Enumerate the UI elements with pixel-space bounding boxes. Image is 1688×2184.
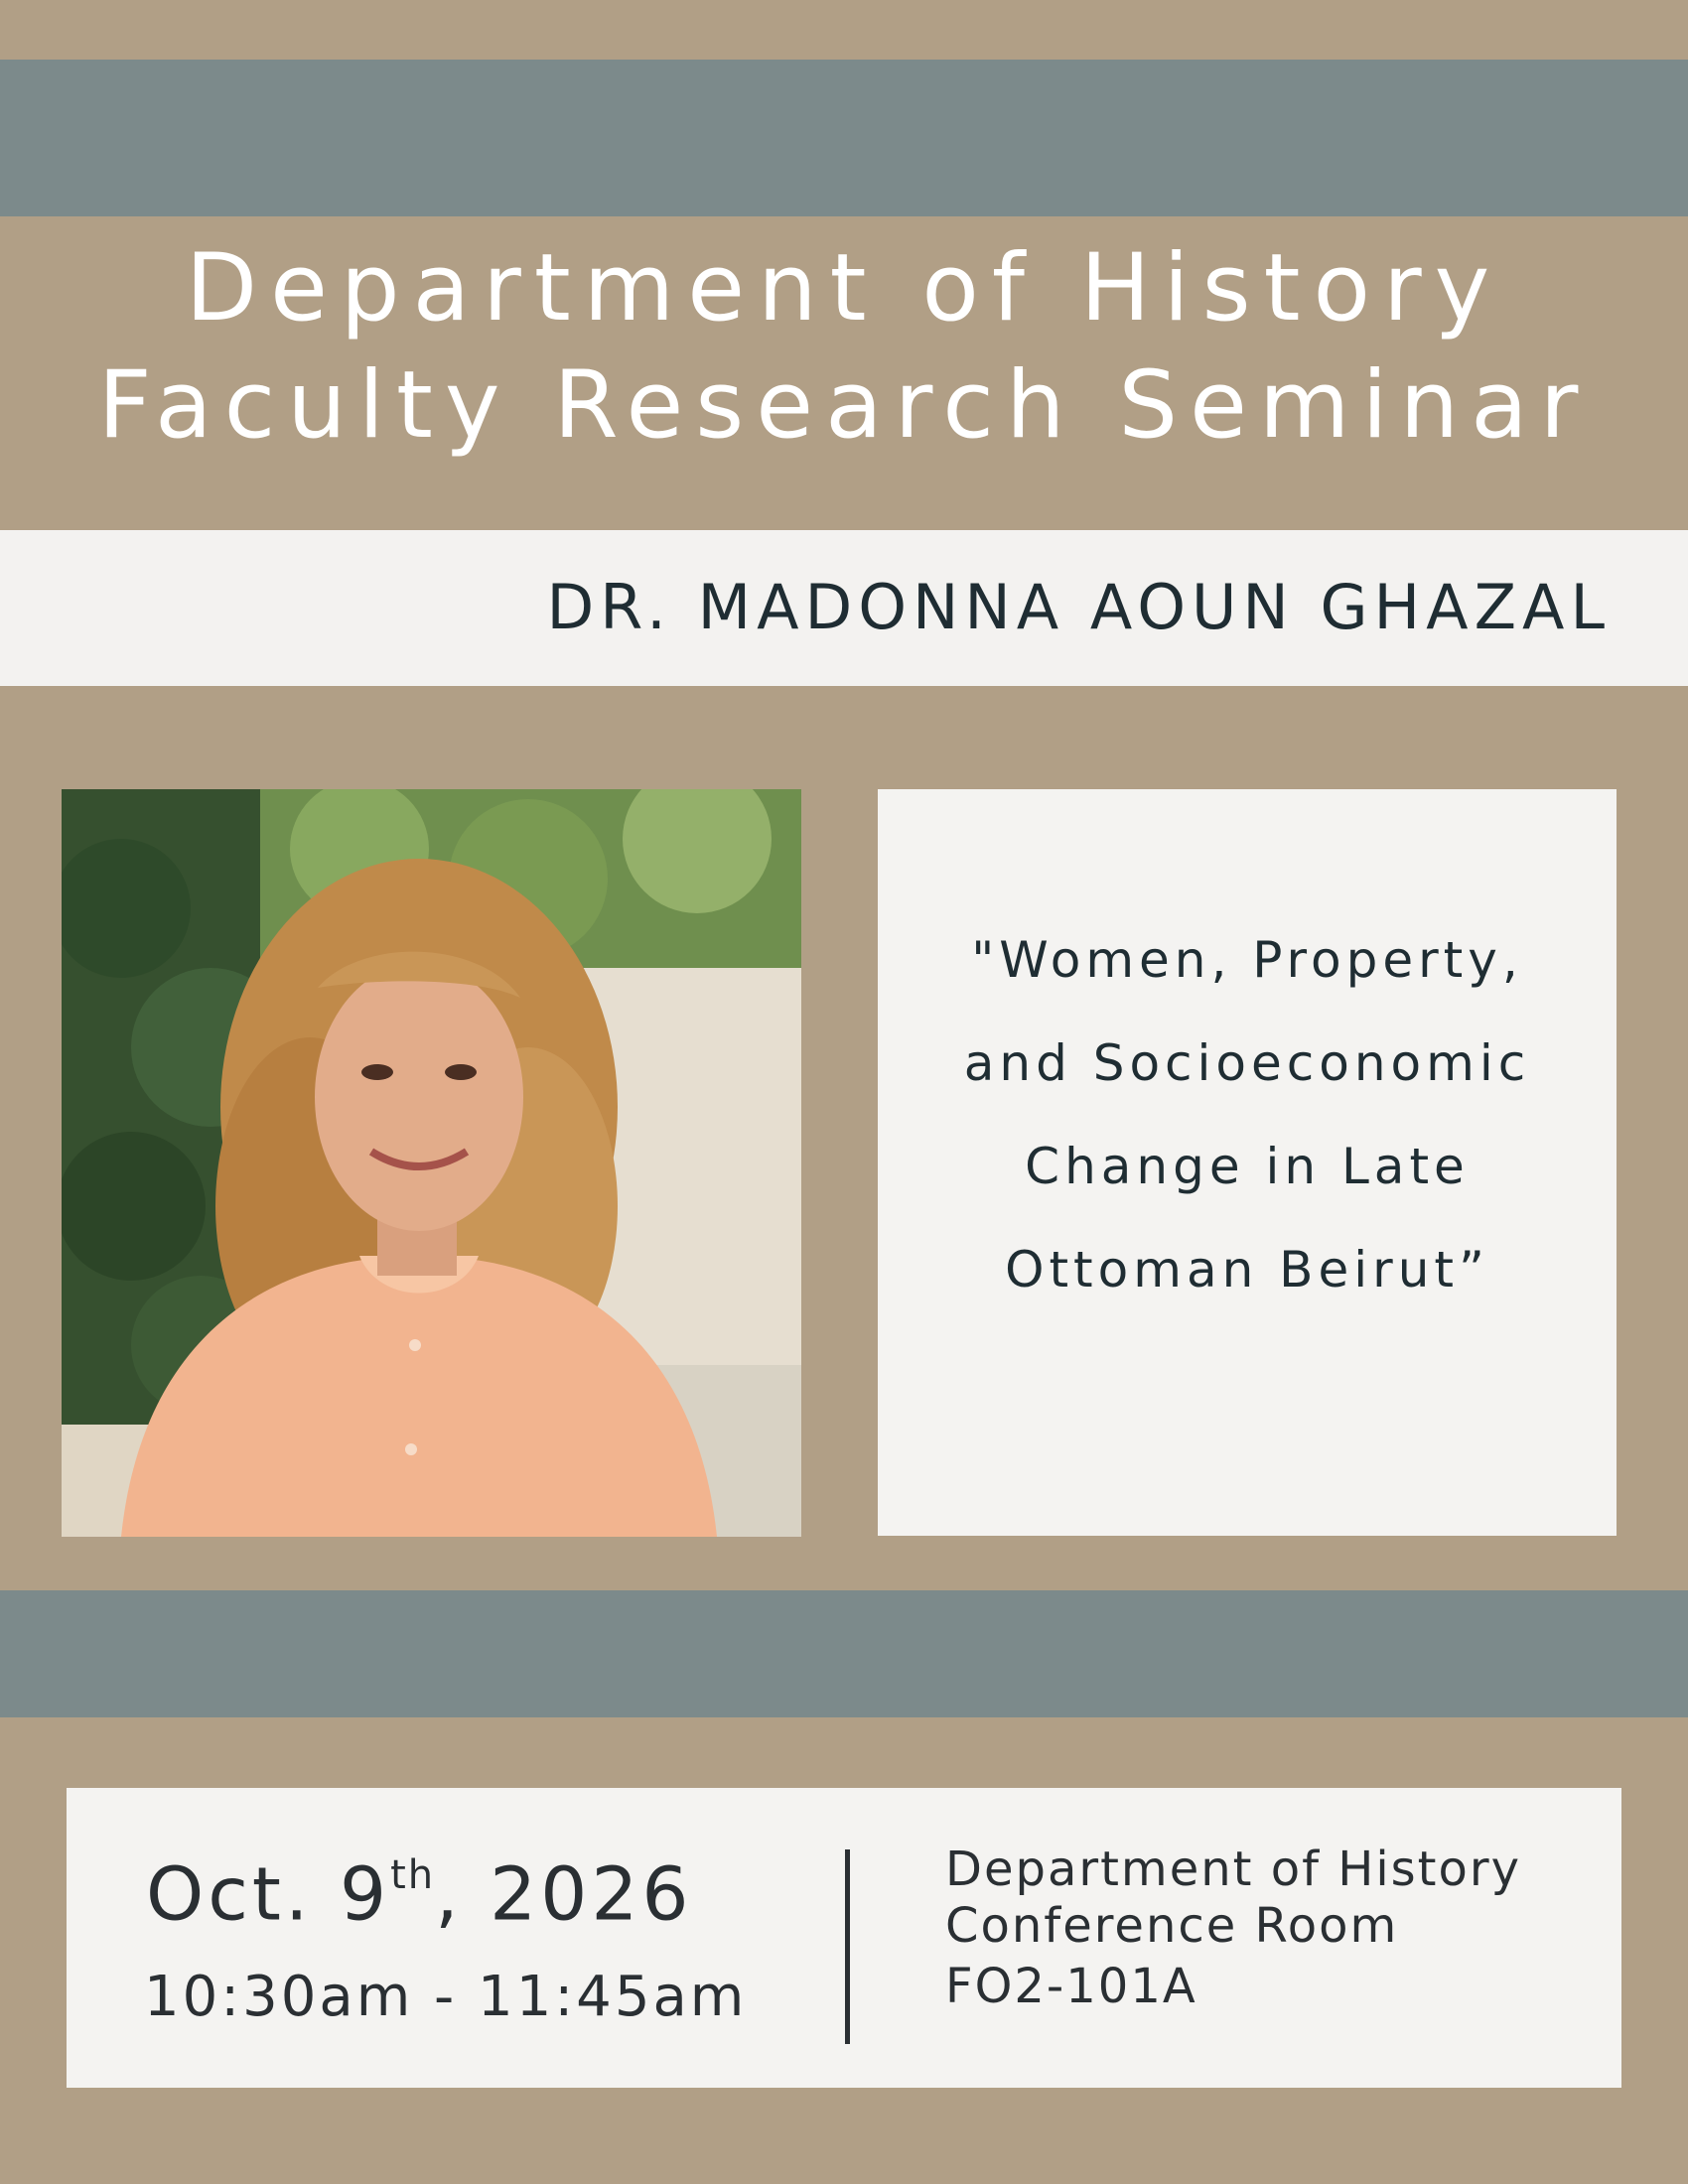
talk-title-line: "Women, Property, [971, 931, 1523, 989]
venue-line-department: Department of History [945, 1842, 1522, 1897]
talk-title-line: Ottoman Beirut” [1005, 1241, 1489, 1298]
details-divider [845, 1849, 850, 2044]
speaker-name-band [0, 530, 1688, 686]
talk-title-line: and Socioeconomic [963, 1034, 1531, 1092]
event-date [146, 1840, 693, 1937]
talk-title-line: Change in Late [1025, 1138, 1470, 1195]
event-date-year: , 2026 [435, 1851, 693, 1938]
speaker-photo [62, 789, 801, 1537]
top-accent-band [0, 60, 1688, 216]
event-time: 10:30am - 11:45am [144, 1965, 748, 2029]
speaker-portrait-illustration [62, 789, 801, 1537]
title-line-seminar: Faculty Research Seminar [97, 351, 1591, 460]
event-date-ordinal: th [390, 1852, 436, 1898]
venue-room-number: FO2-101A [945, 1959, 1197, 2014]
event-details-panel [67, 1788, 1621, 2088]
venue-line-room-name: Conference Room [945, 1898, 1399, 1954]
talk-title-panel [878, 789, 1617, 1536]
talk-title [878, 908, 1617, 1321]
event-venue [945, 1842, 1521, 2015]
event-date-day: Oct. 9 [146, 1851, 391, 1938]
seminar-title [0, 230, 1688, 488]
bottom-accent-band [0, 1590, 1688, 1717]
title-line-department: Department of History [185, 234, 1503, 342]
speaker-name: DR. MADONNA AOUN GHAZAL [546, 571, 1611, 643]
